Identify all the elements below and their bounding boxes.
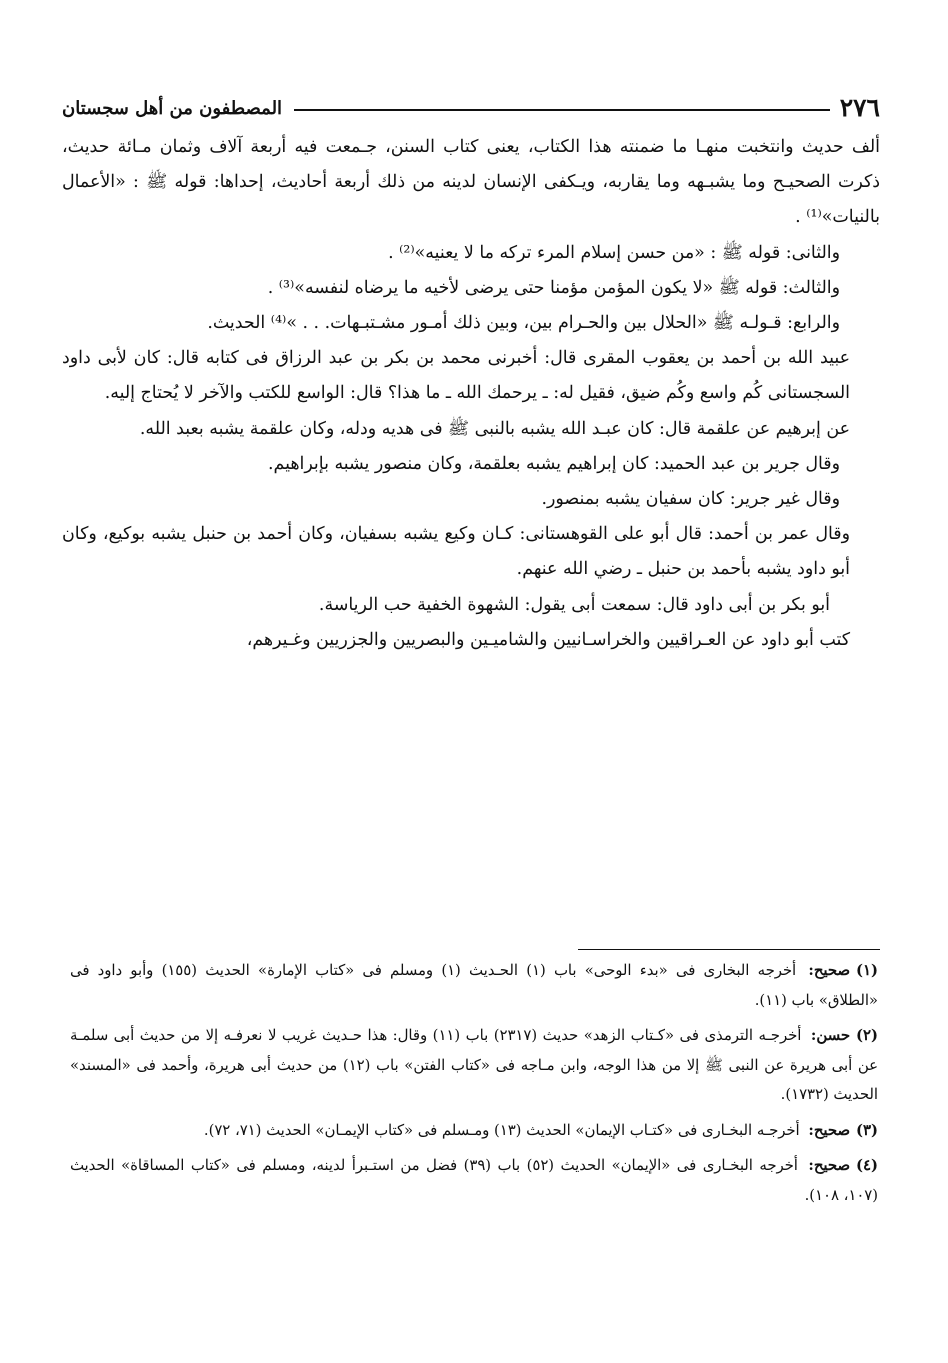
footnote-number: (٣) [856, 1121, 878, 1139]
footnote-number: (١) [856, 962, 878, 979]
page-number: ٢٧٦ [839, 93, 880, 122]
paragraph: عن إبرهيم عن علقمة قال: كان عبـد الله يشبه بالنبى ﷺ فى هديه ودله، وكان علقمة يشبه بعبد الله. [139, 418, 850, 439]
paragraph: أبو بكر بن أبى داود قال: سمعت أبى يقول: الشهوة الخفية حب الرياسة. [318, 594, 830, 615]
header-rule [294, 109, 830, 111]
footnote-grade: صحيح: [808, 1157, 851, 1174]
footnote-grade: صحيح: [808, 1121, 851, 1139]
footnote-number: (٤) [856, 1157, 878, 1174]
footnote-grade: صحيح: [808, 962, 851, 979]
paragraph: وقال عمر بن أحمد: قال أبو على القوهستانى: كـان وكيع يشبه بسفيان، وكان أحمد بن حنبل يشبه بوكيع، وكان أبو داود يشبه بأحمد بن حنبل ـ رضي الله عنهم. [62, 524, 850, 580]
footnote-separator [578, 949, 880, 950]
paragraph: وقال جرير بن عبد الحميد: كان إبراهيم يشبه بعلقمة، وكان منصور يشبه بإبراهيم. [267, 453, 840, 474]
page-header [62, 84, 880, 120]
footnote [70, 1151, 878, 1210]
paragraph: عبيد الله بن أحمد بن يعقوب المقرى قال: أخبرنى محمد بن بكر بن عبد الرزاق فى كتابه قال: كان لأبى داود السجستانى كُم واسع وكُم ضيق، فقيل له: ـ يرحمك الله ـ ما هذا؟ قال: الواسع للكتب والآخر لا يُحتاج إليه. [62, 348, 850, 404]
paragraph: ألف حديث وانتخبت منهـا ما ضمنته هذا الكتاب، يعنى كتاب السنن، جـمعت فيه أربعة آلاف وثمان مـائة حديث، ذكرت الصحيـح وما يشبـهه وما يقاربه، ويـكفى الإنسان لدينه من ذلك أربعة أحاديث، إحداها: قوله ﷺ : «الأعمال بالنيات»⁽¹⁾ . [62, 137, 880, 228]
footnote-text: أخرجه البخارى فى «بدء الوحى» باب (١) الحـديث (١) ومسلم فى «كتاب الإمارة» الحديث (١٥٥) وأبو داود فى «الطلاق» باب (١١). [70, 962, 878, 1009]
paragraph: والرابع: قـولـه ﷺ «الحلال بين والحـرام بين، وبين ذلك أمـور مشـتبـهات. . . »⁽⁴⁾ الحديث. [207, 313, 840, 334]
footnote [70, 956, 878, 1015]
footnote [70, 1021, 878, 1110]
footnote-number: (٢) [856, 1027, 878, 1044]
paragraph: وقال غير جرير: كان سفيان يشبه بمنصور. [541, 489, 840, 510]
footnote-text: أخرجـه الترمذى فى «كـتاب الزهد» حديث (٢٣١٧) باب (١١) وقال: هذا حـديث غريب لا نعرفـه إلا من حديث أبى سلمـة عن أبى هريرة عن النبى ﷺ إلا من هذا الوجه، وابن مـاجه فى «كتاب الفتن» باب (١٢) من حديث أبى هريرة، وأحمد فى «المسند» الحديث (١٧٣٢). [70, 1027, 878, 1103]
paragraph: كتب أبو داود عن العـراقيين والخراسـانيين والشاميـين والبصريين والجزريين وغـيرهم، [246, 629, 850, 650]
footnotes [70, 956, 878, 1216]
main-text [62, 130, 880, 658]
footnote-text: أخرجـه البخـارى فى «كتـاب الإيمان» الحديث (١٣) ومـسلم فى «كتاب الإيمـان» الحديث (٧١، ٧٢). [203, 1121, 800, 1139]
footnote-text: أخرجه البخـارى فى «الإيمان» الحديث (٥٢) باب (٣٩) فضل من استـبرأ لدينه، ومسلم فى «كتاب المساقاة» الحديث (١٠٧، ١٠٨). [70, 1157, 878, 1204]
paragraph: والثانى: قوله ﷺ : «من حسن إسلام المرء تركه ما لا يعنيه»⁽²⁾ . [388, 242, 840, 263]
footnote [70, 1116, 878, 1146]
footnote-grade: حسن: [810, 1027, 850, 1044]
running-title: المصطفون من أهل سجستان [62, 98, 283, 119]
paragraph: والثالث: قوله ﷺ «لا يكون المؤمن مؤمنا حتى يرضى لأخيه ما يرضاه لنفسه»⁽³⁾ . [267, 277, 840, 298]
